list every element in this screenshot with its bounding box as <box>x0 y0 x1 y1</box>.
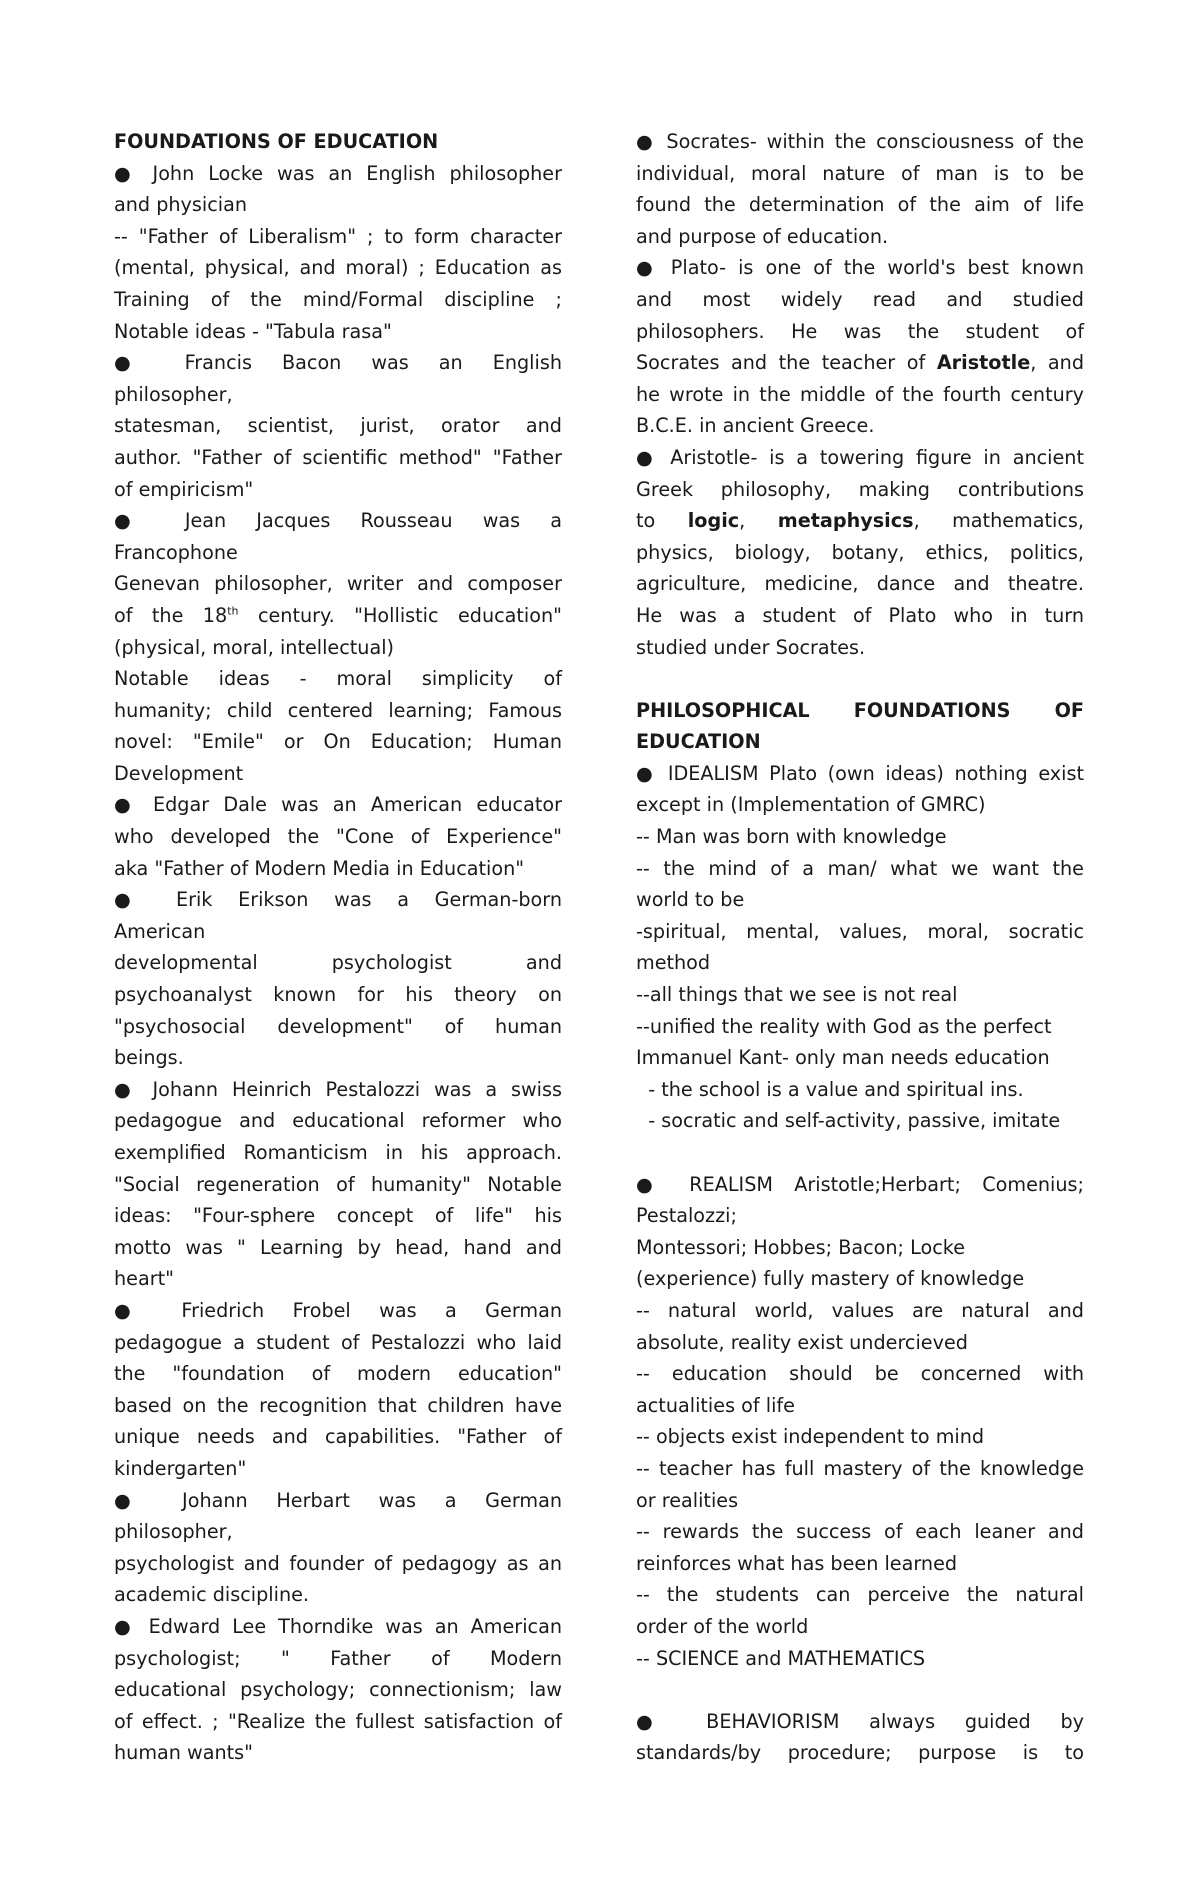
text-line: -- the students can perceive the natural <box>636 1583 1084 1607</box>
realism-section <box>636 1169 1084 1675</box>
text-line: philosopher, <box>114 382 233 406</box>
text-line: ● Erik Erikson was a German-born <box>114 888 562 912</box>
text-line: physics, biology, botany, ethics, politics, <box>636 540 1084 564</box>
text-line: ● Plato- is one of the world's best known <box>636 256 1084 280</box>
text-line: aka "Father of Modern Media in Education" <box>114 856 525 880</box>
right-column <box>636 126 1084 1769</box>
text-line: - socratic and self-activity, passive, imitate <box>636 1109 1061 1133</box>
text-line: -- Man was born with knowledge <box>636 825 947 849</box>
text-line: psychoanalyst known for his theory on <box>114 983 562 1007</box>
text-line: philosophers. He was the student of <box>636 319 1084 343</box>
text-line: He was a student of Plato who in turn <box>636 603 1084 627</box>
text-line: or realities <box>636 1488 739 1512</box>
text-line: beings. <box>114 1046 184 1070</box>
text-line: (physical, moral, intellectual) <box>114 635 395 659</box>
text-line: pedagogue and educational reformer who <box>114 1109 562 1133</box>
text-line: ● REALISM Aristotle;Herbart; Comenius; <box>636 1172 1084 1196</box>
text-line: American <box>114 919 206 943</box>
left-lines <box>114 158 562 1769</box>
text-line: -- rewards the success of each leaner and <box>636 1520 1084 1544</box>
text-line: -- SCIENCE and MATHEMATICS <box>636 1646 926 1670</box>
text-line: -- teacher has full mastery of the knowledge <box>636 1456 1084 1480</box>
text-line: -- education should be concerned with <box>636 1362 1084 1386</box>
text-line: world to be <box>636 888 745 912</box>
text-line: statesman, scientist, jurist, orator and <box>114 414 562 438</box>
text-line: Immanuel Kant- only man needs education <box>636 1046 1050 1070</box>
text-line: Greek philosophy, making contributions <box>636 477 1084 501</box>
text-line: who developed the "Cone of Experience" <box>114 825 562 849</box>
text-line: except in (Implementation of GMRC) <box>636 793 986 817</box>
text-line: (experience) fully mastery of knowledge <box>636 1267 1025 1291</box>
spacer <box>636 1674 1084 1706</box>
behaviorism-section <box>636 1706 1084 1769</box>
text-line: method <box>636 951 711 975</box>
text-line: -- objects exist independent to mind <box>636 1425 985 1449</box>
text-line: Montessori; Hobbes; Bacon; Locke <box>636 1235 965 1259</box>
text-line: and purpose of education. <box>636 224 889 248</box>
text-line: author. "Father of scientific method" "Father <box>114 445 562 469</box>
text-line: ● Friedrich Frobel was a German <box>114 1298 562 1322</box>
text-line: ● Edward Lee Thorndike was an American <box>114 1614 562 1638</box>
text-line: ● Francis Bacon was an English <box>114 351 562 375</box>
philosophical-heading-line1: PHILOSOPHICAL FOUNDATIONS OF <box>636 698 1084 722</box>
text-line: Development <box>114 761 244 785</box>
text-line: motto was " Learning by head, hand and <box>114 1235 562 1259</box>
text-line: ● Johann Heinrich Pestalozzi was a swiss <box>114 1077 562 1101</box>
text-line: Genevan philosopher, writer and composer <box>114 572 562 596</box>
text-line: pedagogue a student of Pestalozzi who laid <box>114 1330 562 1354</box>
section-heading: FOUNDATIONS OF EDUCATION <box>114 130 439 153</box>
left-column <box>114 126 562 1769</box>
text-line: ● Jean Jacques Rousseau was a <box>114 509 562 533</box>
text-line: ● Edgar Dale was an American educator <box>114 793 562 817</box>
text-line: ● Johann Herbart was a German <box>114 1488 562 1512</box>
text-line: individual, moral nature of man is to be <box>636 161 1084 185</box>
text-line: he wrote in the middle of the fourth century <box>636 382 1084 406</box>
text-line: ideas: "Four-sphere concept of life" his <box>114 1204 562 1228</box>
text-line: and physician <box>114 193 248 217</box>
text-line: agriculture, medicine, dance and theatre. <box>636 572 1084 596</box>
text-line: academic discipline. <box>114 1583 310 1607</box>
text-line: absolute, reality exist undercieved <box>636 1330 968 1354</box>
text-line: Socrates and the teacher of Aristotle, and <box>636 351 1085 375</box>
text-line: - the school is a value and spiritual ins. <box>636 1077 1024 1101</box>
text-line: "psychosocial development" of human <box>114 1014 562 1038</box>
text-line: unique needs and capabilities. "Father of <box>114 1425 562 1449</box>
text-line: Pestalozzi; <box>636 1204 737 1228</box>
text-line: actualities of life <box>636 1393 795 1417</box>
text-line: human wants" <box>114 1741 253 1765</box>
text-line: ● John Locke was an English philosopher <box>114 161 562 185</box>
text-line: Training of the mind/Formal discipline ; <box>114 287 562 311</box>
philosophers-paragraphs <box>636 126 1084 663</box>
text-line: psychologist; " Father of Modern <box>114 1646 562 1670</box>
text-line: order of the world <box>636 1614 809 1638</box>
text-line: -- the mind of a man/ what we want the <box>636 856 1084 880</box>
text-line: of effect. ; "Realize the fullest satisfaction of <box>114 1709 562 1733</box>
text-line: -spiritual, mental, values, moral, socratic <box>636 919 1084 943</box>
text-line: exemplified Romanticism in his approach. <box>114 1141 562 1164</box>
text-line: -- "Father of Liberalism" ; to form character <box>114 224 562 248</box>
text-line: philosopher, <box>114 1520 233 1544</box>
idealism-section <box>636 758 1084 1137</box>
text-line: kindergarten" <box>114 1456 247 1480</box>
text-line: ● Socrates- within the consciousness of the <box>636 130 1084 153</box>
philosophical-heading-line2: EDUCATION <box>636 730 761 754</box>
text-line: of the 18th century. "Hollistic education" <box>114 603 562 627</box>
text-line: (mental, physical, and moral) ; Education as <box>114 256 562 280</box>
text-line: standards/by procedure; purpose is to <box>636 1741 1084 1765</box>
text-line: Francophone <box>114 540 238 564</box>
text-line: ● BEHAVIORISM always guided by <box>636 1709 1084 1733</box>
text-line: based on the recognition that children have <box>114 1393 562 1417</box>
text-line: to logic, metaphysics, mathematics, <box>636 509 1084 533</box>
text-line: humanity; child centered learning; Famous <box>114 698 562 722</box>
text-line: the "foundation of modern education" <box>114 1362 562 1386</box>
text-line: Notable ideas - "Tabula rasa" <box>114 319 392 343</box>
text-line: "Social regeneration of humanity" Notable <box>114 1172 562 1196</box>
text-line: ● IDEALISM Plato (own ideas) nothing exist <box>636 761 1084 785</box>
text-line: --unified the reality with God as the perfect <box>636 1014 1052 1038</box>
text-line: found the determination of the aim of life <box>636 193 1084 217</box>
spacer <box>636 663 1084 695</box>
text-line: psychologist and founder of pedagogy as an <box>114 1551 562 1575</box>
text-line: of empiricism" <box>114 477 254 501</box>
text-line: novel: "Emile" or On Education; Human <box>114 730 562 754</box>
text-line: -- natural world, values are natural and <box>636 1298 1084 1322</box>
text-line: studied under Socrates. <box>636 635 866 659</box>
text-line: ● Aristotle- is a towering figure in ancient <box>636 445 1084 469</box>
text-line: and most widely read and studied <box>636 287 1084 311</box>
text-line: Notable ideas - moral simplicity of <box>114 667 562 691</box>
spacer <box>636 1137 1084 1169</box>
text-line: educational psychology; connectionism; law <box>114 1678 562 1702</box>
text-line: heart" <box>114 1267 174 1291</box>
text-line: --all things that we see is not real <box>636 983 958 1007</box>
text-line: B.C.E. in ancient Greece. <box>636 414 875 438</box>
text-line: reinforces what has been learned <box>636 1551 958 1575</box>
text-line: developmental psychologist and <box>114 951 562 975</box>
